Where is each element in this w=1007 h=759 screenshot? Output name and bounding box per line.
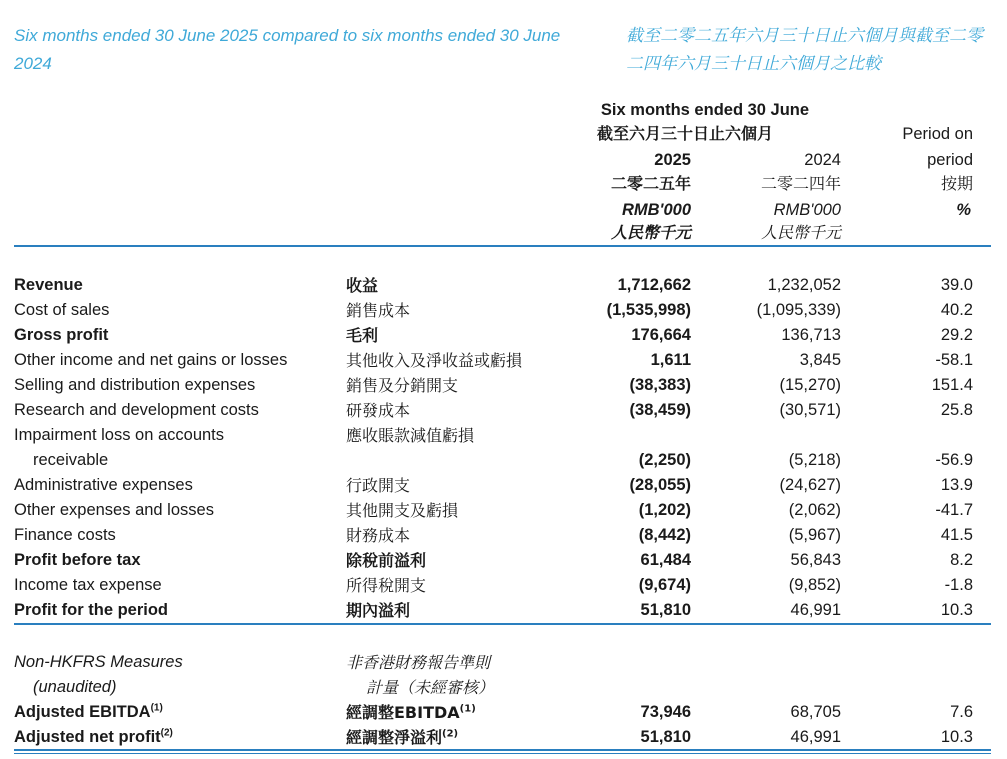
value-2024: 136,713 [781,326,841,344]
value-pct: 151.4 [931,376,973,394]
non-hkfrs-heading-2 [0,675,1007,700]
footnote-ref: (1) [150,702,163,714]
row-label-zh: 除稅前溢利 [346,551,427,570]
value-2024: (2,062) [788,501,841,519]
value-2025: (9,674) [638,576,691,594]
table-row [0,548,1007,573]
value-2024: (1,095,339) [756,301,841,319]
adj-net-profit-label: Adjusted net profit [14,728,161,746]
row-label-zh: 所得稅開支 [346,576,427,595]
pop-header-unit: % [956,201,971,219]
table-row [0,473,1007,498]
non-hkfrs-title-en: Non-HKFRS Measures [14,653,183,671]
row-label [14,725,173,750]
row-label: Other income and net gains or losses [14,351,288,369]
pop-header-line2: period [927,151,973,169]
value-pct: 8.2 [950,551,973,569]
period-header-zh: 截至六月三十日止六個月 [596,124,773,143]
table-row [0,373,1007,398]
value-2025: (1,535,998) [606,301,691,319]
row-label [14,700,163,725]
value-2025: (28,055) [629,476,691,494]
value-pct: 40.2 [940,301,973,319]
value-2025: 61,484 [640,551,691,569]
adj-ebitda-label-zh: 經調整EBITDA [346,703,460,722]
value-2024: (24,627) [779,476,841,494]
table-row [0,700,1007,725]
value-pct: 29.2 [940,326,973,344]
non-hkfrs-heading [0,650,1007,675]
table-row [0,423,1007,448]
value-pct: -1.8 [944,576,973,594]
section-title-zh: 截至二零二五年六月三十日止六個月與截至二零二四年六月三十日止六個月之比較 [626,26,983,74]
value-2025: (2,250) [638,451,691,469]
value-pct: -58.1 [935,351,973,369]
value-2025: 1,611 [650,351,691,369]
table-row [0,725,1007,750]
non-hkfrs-unaudited-en: (unaudited) [33,678,117,696]
table-row [0,523,1007,548]
col-2024-unit: RMB'000 [773,201,841,219]
row-label: Income tax expense [14,576,162,594]
value-2025: 176,664 [631,326,691,344]
value-2024: (30,571) [779,401,841,419]
row-label-zh: 期內溢利 [346,601,411,620]
header-rule [14,245,991,247]
row-label-zh: 行政開支 [346,476,411,495]
value-pct: 10.3 [940,601,973,619]
value-pct: 41.5 [940,526,973,544]
value-pct: 10.3 [940,728,973,746]
col-2025-year: 2025 [654,151,691,169]
col-2025-unit-zh: 人民幣千元 [610,223,691,242]
value-2025: (1,202) [638,501,691,519]
bottom-rule-1 [14,749,991,751]
period-header-en: Six months ended 30 June [600,101,810,119]
row-label: Other expenses and losses [14,501,214,519]
row-label: Profit before tax [14,551,141,569]
value-2025: 51,810 [640,728,691,746]
row-label-zh: 收益 [346,276,379,295]
table-row [0,398,1007,423]
row-label: Revenue [14,276,83,294]
table-row [0,498,1007,523]
value-pct: 39.0 [940,276,973,294]
value-2024: (15,270) [779,376,841,394]
value-pct: 13.9 [940,476,973,494]
value-2024: 3,845 [799,351,841,369]
pop-header-line1: Period on [902,125,973,143]
col-2025-unit: RMB'000 [621,201,691,219]
row-label-zh [346,700,476,725]
value-2025: (38,383) [629,376,691,394]
col-2024-year: 2024 [804,151,841,169]
value-pct: 25.8 [940,401,973,419]
col-2024-year-zh: 二零二四年 [760,174,841,193]
row-label: Cost of sales [14,301,110,319]
value-2025: 1,712,662 [617,276,691,294]
row-label: Profit for the period [14,601,168,619]
footnote-ref: (2) [442,728,459,740]
pop-header-zh: 按期 [940,174,973,193]
row-label-zh: 毛利 [346,326,379,345]
row-label-zh: 其他開支及虧損 [346,501,459,520]
value-pct: -56.9 [935,451,973,469]
value-2024: 1,232,052 [767,276,841,294]
value-2024: 68,705 [790,703,841,721]
row-label: Research and development costs [14,401,259,419]
value-2025: 73,946 [640,703,691,721]
row-label-zh: 銷售及分銷開支 [346,376,459,395]
col-2024-unit-zh: 人民幣千元 [760,223,841,242]
value-2025: (8,442) [638,526,691,544]
row-label: receivable [33,451,109,469]
profit-rule [14,623,991,625]
row-label-zh: 應收賬款減值虧損 [346,426,475,445]
table-row [0,598,1007,623]
section-title-en: Six months ended 30 June 2025 compared to six months ended 30 June 2024 [14,26,561,73]
table-row [0,348,1007,373]
value-2024: 46,991 [790,728,841,746]
bottom-rule-2 [14,753,991,754]
col-2025-year-zh: 二零二五年 [610,174,691,193]
row-label-zh: 研發成本 [346,401,411,420]
footnote-ref: (1) [459,703,476,715]
row-label: Gross profit [14,326,109,344]
adj-ebitda-label: Adjusted EBITDA [14,703,151,721]
value-2024: (9,852) [788,576,841,594]
table-row [0,298,1007,323]
table-row [0,448,1007,473]
table-row [0,573,1007,598]
value-2024: 56,843 [790,551,841,569]
table-row [0,273,1007,298]
value-pct: -41.7 [935,501,973,519]
row-label: Finance costs [14,526,116,544]
value-2024: (5,967) [788,526,841,544]
row-label: Selling and distribution expenses [14,376,256,394]
adj-net-profit-label-zh: 經調整淨溢利 [346,728,443,747]
value-pct: 7.6 [950,703,973,721]
row-label: Administrative expenses [14,476,193,494]
row-label-zh: 其他收入及淨收益或虧損 [346,351,523,370]
row-label: Impairment loss on accounts [14,426,225,444]
non-hkfrs-unaudited-zh: 計量（未經審核） [366,678,495,697]
non-hkfrs-title-zh: 非香港財務報告準則 [346,653,491,672]
table-row [0,323,1007,348]
row-label-zh: 財務成本 [346,526,411,545]
value-2025: 51,810 [640,601,691,619]
footnote-ref: (2) [160,727,173,739]
row-label-zh [346,725,458,750]
value-2024: (5,218) [788,451,841,469]
row-label-zh: 銷售成本 [346,301,411,320]
value-2025: (38,459) [629,401,691,419]
value-2024: 46,991 [790,601,841,619]
